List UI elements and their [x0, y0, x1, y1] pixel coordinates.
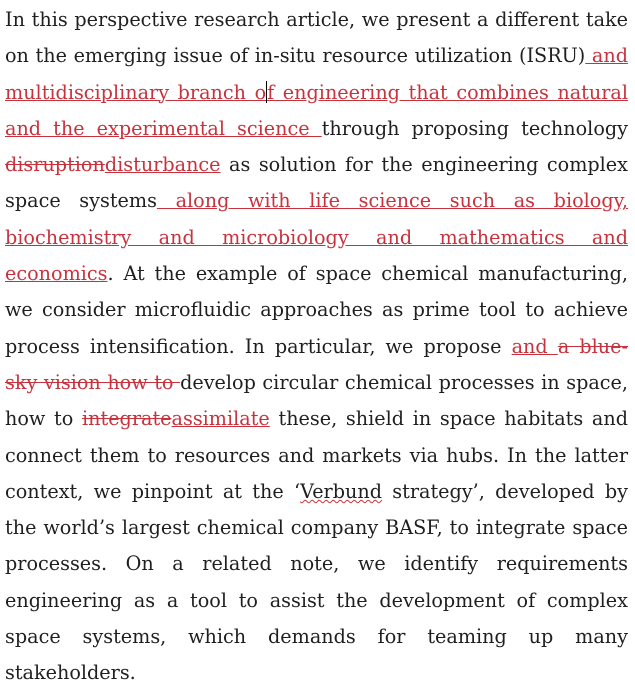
inserted-text: along with life science such as biology, biochemistry and microbiology and mathematics and economics	[5, 189, 628, 286]
paragraph-text: these, shield in space habitats and connect them to resources and markets via hubs. In the latter context, we pinpoint at the ‘	[5, 407, 628, 503]
inserted-text: and	[511, 334, 558, 358]
deleted-text: integrate	[82, 407, 172, 431]
document-paragraph[interactable]	[5, 2, 628, 692]
paragraph-text: . At the example of space chemical manufacturing, we consider microfluidic approaches as prime tool to achieve process intensification. In particular, we propose	[5, 262, 628, 358]
inserted-text: disturbance	[104, 153, 221, 177]
paragraph-text: as solution for the engineering complex space systems	[5, 153, 628, 213]
paragraph-text: In this perspective research article, we present a different take on the emerging issue of in-situ resource utilization (ISRU)	[5, 8, 628, 68]
paragraph-text: through proposing technology	[321, 116, 628, 140]
inserted-text: assimilate	[171, 407, 270, 431]
inserted-text: f engineering that combines natural and the experimental science	[5, 80, 629, 140]
inserted-text: and multidisciplinary branch o	[5, 44, 628, 104]
deleted-text: a blue-sky vision how to	[5, 334, 628, 394]
paragraph-text: develop circular chemical processes in space, how to	[5, 370, 628, 431]
spelling-flagged-word[interactable]: Verbund	[300, 479, 382, 503]
paragraph-text: strategy’, developed by the world’s largest chemical company BASF, to integrate space processes. On a related note, we identify requirements engineering as a tool to assist the development of complex space systems, which demands for teaming up many stakeholders.	[5, 479, 628, 685]
deleted-text: disruption	[5, 153, 105, 177]
